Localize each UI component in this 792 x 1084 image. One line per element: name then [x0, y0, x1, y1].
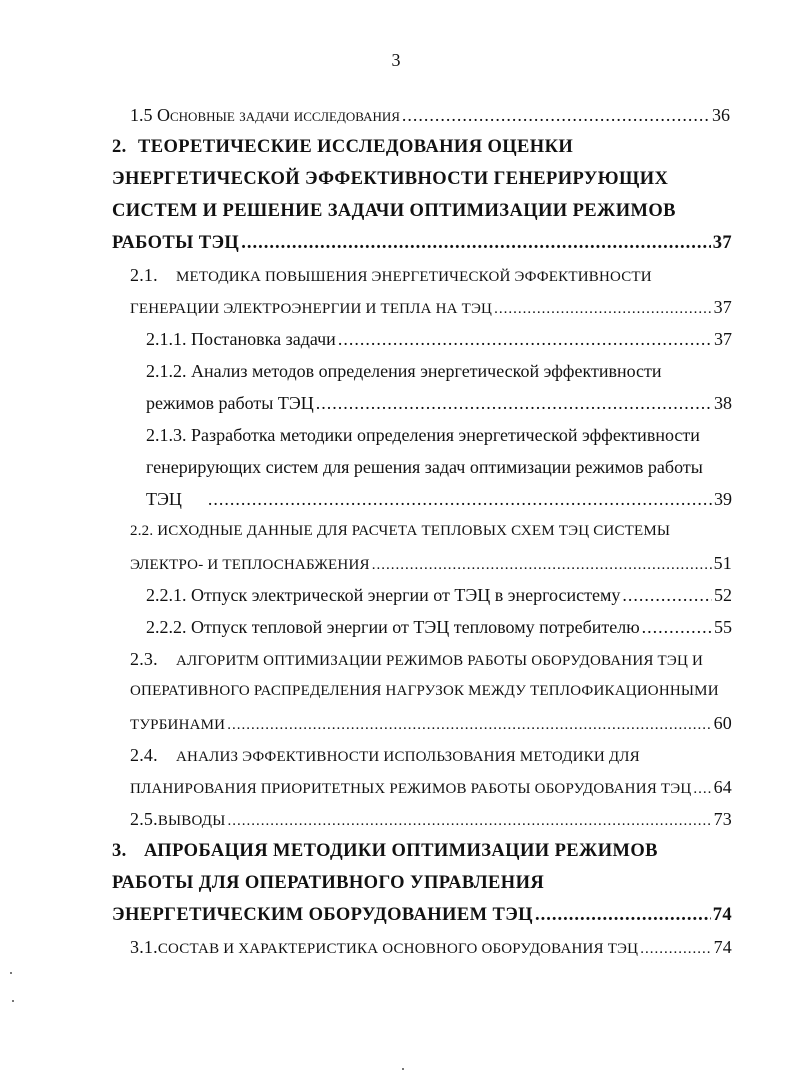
leader-dots — [338, 328, 712, 350]
toc-entry-title: 2.1.1. Постановка задачи — [146, 329, 336, 349]
section-title: РАБОТЫ ДЛЯ ОПЕРАТИВНОГО УПРАВЛЕНИЯ — [112, 873, 545, 893]
section-title: ЭЛЕКТРО- И ТЕПЛОСНАБЖЕНИЯ — [130, 557, 370, 573]
toc-entry-title: ТЭЦ — [146, 489, 182, 509]
toc-section-2-line3 — [112, 200, 676, 222]
toc-section-3-line3[interactable] — [112, 904, 732, 926]
leader-dots — [208, 488, 712, 510]
section-title: СИСТЕМ И РЕШЕНИЕ ЗАДАЧИ ОПТИМИЗАЦИИ РЕЖИМОВ — [112, 201, 676, 221]
toc-entry-title: 2.2.1. Отпуск электрической энергии от ТЭЦ в энергосистему — [146, 585, 621, 605]
toc-entry-page: 37 — [714, 329, 732, 349]
toc-entry-2-4-line2[interactable] — [130, 776, 732, 800]
toc-entry-title: 2.1.2. Анализ методов определения энергетической эффективности — [146, 361, 662, 381]
toc-entry-page: 60 — [713, 713, 732, 733]
toc-entry-page: 74 — [712, 905, 732, 925]
leader-dots — [241, 232, 710, 254]
toc-entry-title: генерирующих систем для решения задач оптимизации режимов работы — [146, 457, 703, 477]
toc-section-2-line4[interactable] — [112, 232, 732, 254]
toc-entry-title: 2.1.3. Разработка методики определения энергетической эффективности — [146, 425, 700, 445]
scan-speck — [10, 972, 12, 974]
toc-entry-2-1-2-line2[interactable] — [146, 392, 732, 414]
leader-dots — [228, 810, 712, 832]
leader-dots — [494, 298, 712, 320]
section-number: 3.1. — [130, 937, 158, 957]
section-title: СОСТАВ И ХАРАКТЕРИСТИКА ОСНОВНОГО ОБОРУДОВАНИЯ ТЭЦ — [157, 941, 639, 957]
toc-entry-page: 39 — [714, 489, 732, 509]
toc-entry-title: 2.2.2. Отпуск тепловой энергии от ТЭЦ тепловому потребителю — [146, 617, 640, 637]
toc-entry-page: 55 — [714, 617, 732, 637]
toc-entry-page: 37 — [713, 297, 732, 317]
toc-entry-page: 73 — [713, 809, 732, 829]
toc-entry-2-4-line1[interactable] — [130, 744, 640, 768]
page-number: 3 — [391, 50, 401, 70]
toc-entry-title: режимов работы ТЭЦ — [146, 393, 314, 413]
section-title: ОПЕРАТИВНОГО РАСПРЕДЕЛЕНИЯ НАГРУЗОК МЕЖДУ ТЕПЛОФИКАЦИОННЫМИ — [130, 683, 719, 699]
section-number: 2.1. — [130, 265, 158, 285]
toc-entry-2-1-3-line3[interactable] — [146, 488, 732, 510]
toc-section-2-line1[interactable] — [112, 136, 573, 158]
toc-entry-2-2-line2[interactable] — [130, 552, 732, 576]
section-title: ТУРБИНАМИ — [130, 717, 226, 733]
toc-entry-2-1-1[interactable] — [146, 328, 732, 350]
toc-entry-title: 1.5 Основные задачи исследования — [130, 105, 400, 125]
toc-entry-2-1-2-line1[interactable] — [146, 360, 662, 382]
toc-entry-2-3-line2 — [130, 680, 719, 702]
section-title: МЕТОДИКА ПОВЫШЕНИЯ ЭНЕРГЕТИЧЕСКОЙ ЭФФЕКТИВНОСТИ — [176, 269, 652, 285]
toc-entry-page: 37 — [712, 233, 732, 253]
toc-entry-2-3-line3[interactable] — [130, 712, 732, 736]
section-title: ТЕОРЕТИЧЕСКИЕ ИССЛЕДОВАНИЯ ОЦЕНКИ — [138, 137, 574, 157]
section-number: 2. — [112, 137, 127, 157]
section-title: АНАЛИЗ ЭФФЕКТИВНОСТИ ИСПОЛЬЗОВАНИЯ МЕТОДИКИ ДЛЯ — [176, 749, 640, 765]
section-title: АПРОБАЦИЯ МЕТОДИКИ ОПТИМИЗАЦИИ РЕЖИМОВ — [144, 841, 658, 861]
toc-entry-page: 64 — [713, 777, 732, 797]
section-title: ПЛАНИРОВАНИЯ ПРИОРИТЕТНЫХ РЕЖИМОВ РАБОТЫ ОБОРУДОВАНИЯ ТЭЦ — [130, 781, 692, 797]
toc-entry-2-2-line1[interactable] — [130, 520, 670, 542]
toc-entry-page: 52 — [714, 585, 732, 605]
toc-entry-2-1-line1[interactable] — [130, 264, 652, 288]
scan-speck — [12, 1000, 14, 1002]
leader-dots — [640, 938, 711, 960]
scan-speck — [402, 1068, 404, 1070]
toc-section-3-line2 — [112, 872, 544, 894]
toc-entry-2-5[interactable] — [130, 808, 732, 832]
section-title: 2.2. ИСХОДНЫЕ ДАННЫЕ ДЛЯ РАСЧЕТА ТЕПЛОВЫХ СХЕМ ТЭЦ СИСТЕМЫ — [130, 523, 671, 539]
toc-entry-page: 36 — [712, 105, 730, 125]
leader-dots — [622, 584, 712, 606]
section-title: АЛГОРИТМ ОПТИМИЗАЦИИ РЕЖИМОВ РАБОТЫ ОБОРУДОВАНИЯ ТЭЦ И — [176, 653, 703, 669]
toc-entry-2-2-2[interactable] — [146, 616, 732, 638]
section-title: ЭНЕРГЕТИЧЕСКОЙ ЭФФЕКТИВНОСТИ ГЕНЕРИРУЮЩИХ — [112, 169, 669, 189]
section-title: РАБОТЫ ТЭЦ — [112, 233, 240, 253]
section-number: 3. — [112, 841, 127, 861]
leader-dots — [642, 616, 712, 638]
leader-dots — [402, 104, 710, 126]
section-title: ВЫВОДЫ — [157, 813, 226, 829]
toc-entry-2-1-3-line1[interactable] — [146, 424, 700, 446]
leader-dots — [316, 392, 712, 414]
section-title: ГЕНЕРАЦИИ ЭЛЕКТРОЭНЕРГИИ И ТЕПЛА НА ТЭЦ — [130, 301, 493, 317]
toc-entry-1-5[interactable] — [130, 104, 730, 126]
section-number: 2.5. — [130, 809, 158, 829]
toc-section-3-line1[interactable] — [112, 840, 658, 862]
leader-dots — [227, 714, 711, 736]
section-title: ЭНЕРГЕТИЧЕСКИМ ОБОРУДОВАНИЕМ ТЭЦ — [112, 905, 533, 925]
leader-dots — [535, 904, 711, 926]
toc-entry-2-2-1[interactable] — [146, 584, 732, 606]
toc-entry-3-1[interactable] — [130, 936, 732, 960]
section-number: 2.3. — [130, 649, 158, 669]
leader-dots — [693, 778, 711, 800]
section-number: 2.4. — [130, 745, 158, 765]
leader-dots — [372, 554, 712, 576]
toc-section-2-line2 — [112, 168, 668, 190]
toc-entry-2-1-line2[interactable] — [130, 296, 732, 320]
toc-entry-2-1-3-line2 — [146, 456, 703, 478]
toc-entry-page: 74 — [713, 937, 732, 957]
toc-entry-page: 38 — [714, 393, 732, 413]
toc-entry-2-3-line1[interactable] — [130, 648, 703, 672]
toc-entry-page: 51 — [713, 553, 732, 573]
